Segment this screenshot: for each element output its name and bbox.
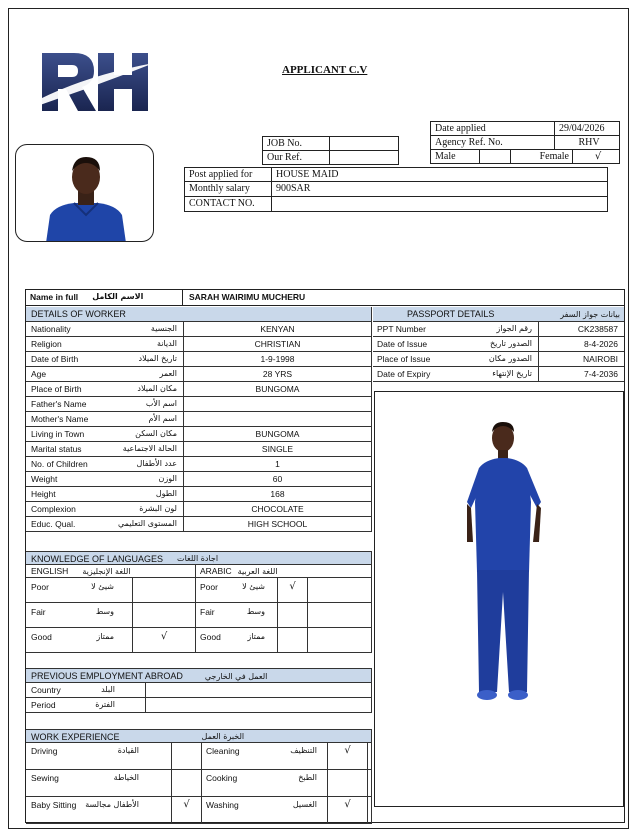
experience-right-label: Washing (206, 800, 239, 810)
applicant-photo-full (374, 391, 624, 807)
experience-left-label: Baby Sitting (31, 800, 77, 810)
arabic-level-label: Poor (200, 582, 218, 592)
english-level-cell (26, 603, 133, 627)
passport-value: NAIROBI (583, 354, 618, 364)
details-row (26, 397, 372, 412)
experience-row (26, 743, 372, 770)
experience-header-label: WORK EXPERIENCE (31, 732, 120, 742)
arabic-level-cell (196, 603, 278, 627)
passport-label: Date of Expiry (377, 369, 431, 379)
passport-label-ar: تاريخ الإنتهاء (492, 369, 532, 378)
details-label-ar: عدد الأطفال (136, 459, 177, 468)
country-label-ar: البلد (101, 685, 115, 694)
passport-label-ar: الصدور تاريخ (490, 339, 532, 348)
language-row (26, 628, 372, 653)
english-level-label: Good (31, 632, 52, 642)
passport-label: Date of Issue (377, 339, 428, 349)
details-label: Father's Name (31, 399, 87, 409)
english-col-header (26, 565, 196, 577)
experience-right-cell (202, 770, 328, 796)
details-label: Religion (31, 339, 62, 349)
experience-right-label: Cooking (206, 773, 238, 783)
languages-subheader (26, 565, 372, 578)
male-label: Male (430, 149, 480, 164)
details-label-ar: الديانة (156, 339, 177, 348)
experience-right-label-ar: الطبخ (298, 773, 317, 782)
details-label-cell (26, 352, 184, 366)
details-value: CHRISTIAN (254, 339, 301, 349)
details-row (26, 442, 372, 457)
english-level-label-ar: وسط (95, 607, 114, 616)
job-no-value (329, 136, 399, 151)
passport-label-ar: رقم الجواز (496, 324, 532, 333)
agency-ref-value: RHV (554, 135, 620, 150)
details-value: BUNGOMA (255, 429, 300, 439)
arabic-level-tick: √ (278, 578, 308, 602)
experience-right-cell (202, 743, 328, 769)
languages-header (26, 551, 372, 565)
english-level-label-ar: شيئ لا (91, 582, 114, 591)
details-value: HIGH SCHOOL (247, 519, 308, 529)
languages-table (26, 578, 372, 653)
details-row (26, 487, 372, 502)
experience-right-tick: √ (328, 797, 368, 823)
details-label-ar: اسم الأب (145, 399, 177, 408)
monthly-salary-label: Monthly salary (184, 181, 272, 197)
details-row (26, 457, 372, 472)
details-label: Date of Birth (31, 354, 79, 364)
details-label: No. of Children (31, 459, 88, 469)
experience-right-label: Cleaning (206, 746, 240, 756)
experience-right-cell (202, 797, 328, 823)
details-label-ar: تاريخ الميلاد (138, 354, 177, 363)
details-value (184, 397, 371, 411)
details-value (184, 412, 371, 426)
details-label-cell (26, 367, 184, 381)
details-value: KENYAN (260, 324, 295, 334)
female-label: Female (510, 149, 573, 164)
language-row (26, 603, 372, 628)
experience-left-label-ar: الأطفال مجالسة (85, 800, 139, 809)
details-row (26, 427, 372, 442)
experience-row (26, 770, 372, 797)
name-label: Name in full (30, 292, 79, 302)
passport-value: 7-4-2036 (583, 369, 618, 379)
company-logo (38, 45, 158, 120)
english-level-cell (26, 578, 133, 602)
details-label: Living in Town (31, 429, 85, 439)
period-label: Period (31, 700, 56, 710)
country-label: Country (31, 685, 61, 695)
details-header: DETAILS OF WORKER (26, 307, 372, 322)
details-label-cell (26, 442, 184, 456)
passport-row (373, 367, 624, 382)
details-row (26, 382, 372, 397)
our-ref-value (329, 150, 399, 165)
post-applied-label: Post applied for (184, 167, 272, 182)
post-applied-value: HOUSE MAID (271, 167, 608, 182)
passport-row (373, 337, 624, 352)
employment-header-ar: العمل في الخارجي (204, 672, 268, 681)
passport-label: Place of Issue (377, 354, 431, 364)
details-row (26, 517, 372, 532)
english-level-tick (133, 578, 196, 602)
details-label: Marital status (31, 444, 82, 454)
contact-value (271, 196, 608, 212)
details-value: BUNGOMA (255, 384, 300, 394)
experience-left-label: Sewing (31, 773, 59, 783)
arabic-label: ARABIC (200, 566, 232, 576)
experience-right-tick: √ (328, 743, 368, 769)
details-label: Nationality (31, 324, 71, 334)
details-label-cell (26, 457, 184, 471)
experience-left-cell (26, 770, 172, 796)
employment-period-row (26, 698, 372, 713)
arabic-label-ar: اللغة العربية (237, 567, 278, 576)
details-label-cell (26, 472, 184, 486)
details-row (26, 502, 372, 517)
details-row (26, 412, 372, 427)
period-label-cell (26, 698, 146, 712)
language-row (26, 578, 372, 603)
experience-left-tick (172, 743, 202, 769)
passport-label-cell (373, 352, 539, 366)
details-label: Height (31, 489, 56, 499)
english-level-label: Fair (31, 607, 46, 617)
details-label: Mother's Name (31, 414, 89, 424)
experience-row (26, 797, 372, 824)
passport-table (373, 322, 624, 382)
english-level-label-ar: ممتاز (96, 632, 114, 641)
passport-row (373, 352, 624, 367)
employment-header (26, 668, 372, 683)
arabic-level-tick (278, 628, 308, 652)
passport-label-cell (373, 322, 539, 336)
arabic-level-label-ar: وسط (246, 607, 265, 616)
details-row (26, 352, 372, 367)
details-label-ar: المستوى التعليمي (117, 519, 177, 528)
details-value: CHOCOLATE (251, 504, 304, 514)
passport-label: PPT Number (377, 324, 426, 334)
details-value: 60 (272, 474, 283, 484)
name-label-cell (25, 289, 183, 305)
details-label-cell (26, 322, 184, 336)
details-value: 168 (270, 489, 285, 499)
arabic-col-header (196, 565, 278, 577)
experience-left-tick: √ (172, 797, 202, 823)
passport-row (373, 322, 624, 337)
details-label-cell (26, 382, 184, 396)
details-label-ar: لون البشرة (139, 504, 177, 513)
name-row (25, 289, 625, 306)
experience-left-label-ar: القيادة (117, 746, 139, 755)
details-label: Place of Birth (31, 384, 82, 394)
passport-header-ar: بيانات جواز السفر (560, 310, 620, 319)
english-label: ENGLISH (31, 566, 69, 576)
experience-right-tick (328, 770, 368, 796)
passport-label-cell (373, 337, 539, 351)
english-level-label: Poor (31, 582, 49, 592)
contact-label: CONTACT NO. (184, 196, 272, 212)
details-label-ar: الوزن (158, 474, 177, 483)
details-row (26, 472, 372, 487)
languages-header-label: KNOWLEDGE OF LANGUAGES (31, 554, 164, 564)
details-label-cell (26, 502, 184, 516)
experience-left-cell (26, 797, 172, 823)
passport-value: CK238587 (577, 324, 618, 334)
details-table (26, 322, 372, 532)
details-value: 1-9-1998 (260, 354, 295, 364)
experience-left-label: Driving (31, 746, 58, 756)
arabic-level-cell (196, 628, 278, 652)
english-level-tick: √ (133, 628, 196, 652)
experience-right-label-ar: الغسيل (292, 800, 317, 809)
details-label-ar: الجنسية (150, 324, 177, 333)
name-value: SARAH WAIRIMU MUCHERU (189, 292, 306, 302)
arabic-level-label: Good (200, 632, 221, 642)
date-applied-label: Date applied (430, 121, 555, 136)
languages-header-ar: اجادة اللغات (177, 554, 219, 563)
arabic-level-label-ar: ممتاز (247, 632, 265, 641)
details-label-ar: الحالة الاجتماعية (122, 444, 177, 453)
country-label-cell (26, 683, 146, 697)
date-applied-value: 29/04/2026 (554, 121, 620, 136)
page-title: APPLICANT C.V (282, 64, 368, 76)
job-no-label: JOB No. (262, 136, 330, 151)
experience-right-label-ar: التنظيف (290, 746, 317, 755)
female-check-cell: √ (572, 149, 620, 164)
our-ref-label: Our Ref. (262, 150, 330, 165)
experience-left-label-ar: الخياطة (113, 773, 139, 782)
passport-header (373, 307, 624, 322)
arabic-level-cell (196, 578, 278, 602)
experience-header-ar: الخبرة العمل (201, 732, 245, 741)
details-label-ar: اسم الأم (148, 414, 177, 423)
arabic-level-label-ar: شيئ لا (242, 582, 265, 591)
arabic-level-tick (278, 603, 308, 627)
experience-table (26, 743, 372, 824)
english-level-cell (26, 628, 133, 652)
applicant-photo-small (15, 144, 154, 242)
experience-left-tick (172, 770, 202, 796)
details-label-ar: مكان السكن (135, 429, 177, 438)
details-value: 1 (275, 459, 280, 469)
details-value: SINGLE (261, 444, 294, 454)
details-label: Weight (31, 474, 58, 484)
details-label: Educ. Qual. (31, 519, 76, 529)
employment-header-label: PREVIOUS EMPLOYMENT ABROAD (31, 671, 183, 681)
details-label-cell (26, 487, 184, 501)
details-label-cell (26, 412, 184, 426)
details-label-cell (26, 397, 184, 411)
details-label-cell (26, 337, 184, 351)
details-label-ar: العمر (159, 369, 177, 378)
passport-label-ar: الصدور مكان (488, 354, 532, 363)
passport-header-label: PASSPORT DETAILS (407, 309, 495, 319)
experience-header (26, 729, 372, 743)
english-label-ar: اللغة الإنجليزية (82, 567, 131, 576)
english-level-tick (133, 603, 196, 627)
period-label-ar: الفترة (95, 700, 115, 709)
details-row (26, 337, 372, 352)
details-label: Age (31, 369, 47, 379)
passport-value: 8-4-2026 (583, 339, 618, 349)
details-label-ar: الطول (155, 489, 177, 498)
details-label-ar: مكان الميلاد (137, 384, 177, 393)
agency-ref-label: Agency Ref. No. (430, 135, 555, 150)
details-label-cell (26, 427, 184, 441)
name-label-ar: الاسم الكامل (92, 292, 144, 301)
arabic-level-label: Fair (200, 607, 215, 617)
details-label-cell (26, 517, 184, 531)
employment-country-row (26, 683, 372, 698)
details-value: 28 YRS (262, 369, 293, 379)
details-row (26, 322, 372, 337)
details-label: Complexion (31, 504, 76, 514)
monthly-salary-value: 900SAR (271, 181, 608, 197)
experience-left-cell (26, 743, 172, 769)
details-row (26, 367, 372, 382)
passport-label-cell (373, 367, 539, 381)
male-check-cell (479, 149, 511, 164)
